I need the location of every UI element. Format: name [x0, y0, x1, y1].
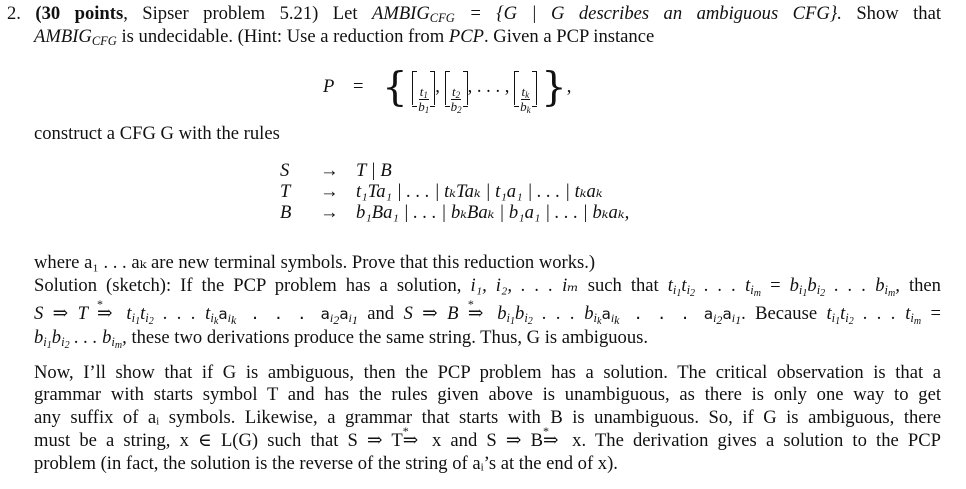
rule-row — [280, 202, 629, 223]
pcp-name: PCP — [448, 26, 484, 47]
rule-lhs: S — [280, 160, 290, 181]
solution-line1: Solution (sketch): If the PCP problem has a solution, i₁, i₂, . . . iₘ such that $t_{i_1}t_{i_2}$ . . . $t_{i_m} = b_{i_1}b_{i_2}$ . . . $b_{i_m}$, then — [34, 275, 941, 299]
solution-line2: S ⇒ T * ⇒ $t_{i_1}t_{i_2}$ . . . $t_{i_k}a_{i_k}$ . . . $a_{i_2}a_{i_1}$ and S ⇒ B * ⇒ $b_{i_1}b_{i_2}$ . . . $b_{i_k}a_{i_k}$ . . . $a_{i_2}a_{i_1}$. Because $t_{i_1}t_{i_2}$ . . . $t_{i_m}$ = — [34, 303, 941, 326]
domino-1: $\frac{t_1}{b_1}$ — [412, 71, 435, 105]
rule-lhs: B — [280, 202, 292, 223]
close-brace: } — [541, 64, 567, 111]
rule-arrow: → — [320, 160, 339, 181]
pcp-ellipsis: , . . . , — [467, 76, 510, 97]
now-line5: problem (in fact, the solution is the reverse of the string of aᵢ’s at the end of x). — [34, 453, 618, 474]
problem-statement-line1 — [7, 3, 941, 26]
problem-number: 2. — [7, 3, 21, 24]
rule-rhs: b₁Ba₁ | . . . | bₖBaₖ | b₁a₁ | . . . | bₖaₖ, — [356, 202, 630, 223]
lang-definition: = {G | G describes an ambiguous CFG}. — [454, 3, 842, 24]
construct-text: construct a CFG G with the rules — [34, 123, 280, 144]
problem-source: , Sipser problem 5.21) — [123, 3, 319, 24]
rule-rhs: t₁Ta₁ | . . . | tₖTaₖ | t₁a₁ | . . . | tₖaₖ — [356, 181, 603, 202]
domino-k: $\frac{t_k}{b_k}$ — [514, 71, 537, 105]
let-word: Let — [332, 3, 358, 24]
rule-arrow: → — [320, 202, 339, 223]
now-line4: must be a string, x ∈ L(G) such that S ⇒ T* ⇒ x and S ⇒ B* ⇒ x. The derivation gives a solution to the PCP — [34, 430, 941, 453]
lang-name-2: $AMBIG_{CFG}$ — [34, 26, 117, 48]
open-brace: { — [382, 64, 408, 111]
now-line3: any suffix of aᵢ symbols. Likewise, a grammar that starts with B is unambiguous. So, if G is ambiguous, there — [34, 407, 941, 428]
pcp-instance: P = { $\frac{t_1}{b_1}$ , $\frac{t_2}{b_2}$ , . . . , $\frac{t_k}{b_k}$ }, — [323, 64, 572, 115]
rule-lhs: T — [280, 181, 291, 202]
show-that-text: Show that — [856, 3, 942, 24]
rule-arrow: → — [320, 181, 339, 202]
lang-name: $AMBIG_{CFG}$ — [371, 3, 455, 25]
now-line1: Now, I’ll show that if G is ambiguous, then the PCP problem has a solution. The critical observation is that a — [34, 362, 941, 383]
given-text: . Given a PCP instance — [483, 26, 655, 47]
solution-line3: $b_{i_1}b_{i_2}$ . . . $b_{i_m}$, these two derivations produce the same string. Thus, G is ambiguous. — [34, 327, 649, 351]
where-text: where a₁ . . . aₖ are new terminal symbols. Prove that this reduction works.) — [34, 252, 596, 273]
problem-statement-line2 — [34, 26, 654, 49]
problem-points: (30 points — [35, 3, 124, 24]
grammar-rules — [280, 160, 629, 223]
pcp-eq: = — [353, 76, 364, 97]
undecidable-text: is undecidable. (Hint: Use a reduction from — [116, 26, 449, 47]
now-line2: grammar with starts symbol T and has the rules given above is unambiguous, as there is only one way to get — [34, 384, 941, 405]
rule-row — [280, 181, 629, 202]
domino-2: $\frac{t_2}{b_2}$ — [445, 71, 468, 105]
pcp-lhs: P — [323, 76, 335, 97]
rule-rhs: T | B — [356, 160, 392, 181]
rule-row — [280, 160, 629, 181]
